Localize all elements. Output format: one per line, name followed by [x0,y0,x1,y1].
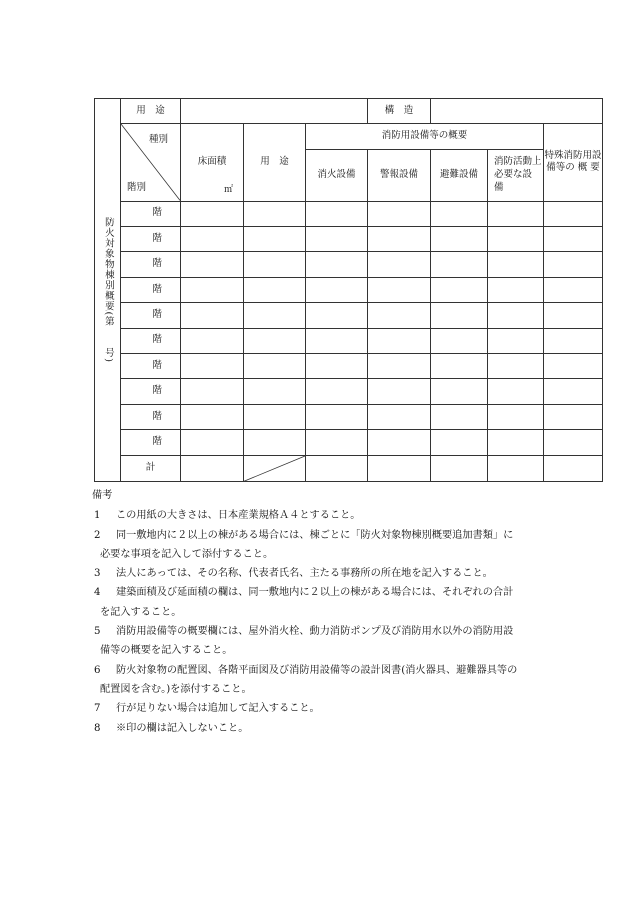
note-continuation [92,680,592,699]
floor-entry-cell[interactable] [181,354,244,379]
floor-entry-cell[interactable] [368,201,431,226]
floor-entry-cell[interactable] [431,303,488,328]
note-number: 8 [94,722,101,734]
kouzou-value-field[interactable] [431,99,603,124]
floor-entry-cell[interactable] [431,328,488,353]
floor-area-unit: ㎡ [223,185,233,196]
floor-entry-cell[interactable] [488,252,544,277]
floor-label: 階 [121,379,181,404]
floor-entry-cell[interactable] [544,226,603,251]
note-item [92,506,592,525]
floor-entry-cell[interactable] [368,328,431,353]
usage-col-header: 用 途 [244,124,306,201]
total-entry-cell[interactable] [488,455,544,481]
note-text: この用紙の大きさは、日本産業規格Ａ４とすること。 [116,510,361,522]
fire-equipment-overview-header: 消防用設備等の概要 [306,124,544,150]
shubetsu-label: 種別 [148,134,168,146]
floor-row [95,354,603,379]
floor-entry-cell[interactable] [544,303,603,328]
floor-entry-cell[interactable] [368,404,431,429]
floor-entry-cell[interactable] [544,277,603,302]
floor-entry-cell[interactable] [488,303,544,328]
floor-entry-cell[interactable] [431,277,488,302]
floor-entry-cell[interactable] [431,226,488,251]
floor-entry-cell[interactable] [306,277,368,302]
floor-row [95,201,603,226]
floor-entry-cell[interactable] [244,201,306,226]
floor-area-label: 床面積 [197,155,227,167]
note-item [92,699,592,718]
floor-entry-cell[interactable] [368,379,431,404]
floor-entry-cell[interactable] [306,354,368,379]
floor-row [95,328,603,353]
floor-entry-cell[interactable] [431,404,488,429]
note-text: 建築面積及び延面積の欄は、同一敷地内に２以上の棟がある場合には、それぞれの合計 [116,587,514,599]
floor-entry-cell[interactable] [306,303,368,328]
floor-entry-cell[interactable] [488,226,544,251]
floor-entry-cell[interactable] [368,303,431,328]
floor-entry-cell[interactable] [431,430,488,455]
floor-entry-cell[interactable] [544,328,603,353]
special-equipment-header: 特殊消防用設備等の 概 要 [544,124,603,201]
floor-entry-cell[interactable] [181,303,244,328]
total-entry-cell[interactable] [368,455,431,481]
note-text: 防火対象物の配置図、各階平面図及び消防用設備等の設計図書(消火器具、避難器具等の [116,664,518,676]
floor-entry-cell[interactable] [488,404,544,429]
floor-entry-cell[interactable] [306,430,368,455]
floor-entry-cell[interactable] [244,404,306,429]
note-text: 同一敷地内に２以上の棟がある場合には、棟ごとに「防火対象物棟別概要追加書類」に [116,529,514,541]
floor-row [95,252,603,277]
floor-entry-cell[interactable] [488,328,544,353]
floor-entry-cell[interactable] [181,277,244,302]
floor-entry-cell[interactable] [181,226,244,251]
total-row [95,455,603,481]
notes-title: 備考 [92,490,113,501]
floor-entry-cell[interactable] [431,201,488,226]
note-text: 行が足りない場合は追加して記入すること。 [116,703,320,715]
notes-section [92,486,592,738]
note-continuation [92,603,592,622]
kaibetsu-label: 階別 [127,181,147,193]
floor-entry-cell[interactable] [306,226,368,251]
floor-entry-cell[interactable] [544,404,603,429]
floor-entry-cell[interactable] [368,354,431,379]
shubetsu-kaibetsu-header [121,124,181,201]
floor-row [95,430,603,455]
floor-entry-cell[interactable] [431,354,488,379]
total-entry-cell[interactable] [431,455,488,481]
floor-row [95,404,603,429]
floor-entry-cell[interactable] [431,252,488,277]
alarm-equipment-header: 警報設備 [368,150,431,201]
floor-entry-cell[interactable] [181,201,244,226]
note-item [92,661,592,680]
note-number: 3 [94,568,101,580]
floor-row [95,277,603,302]
floor-entry-cell[interactable] [368,252,431,277]
floor-entry-cell[interactable] [181,404,244,429]
floor-entry-cell[interactable] [488,201,544,226]
floor-row [95,379,603,404]
extinguishing-equipment-header: 消火設備 [306,150,368,201]
floor-entry-cell[interactable] [306,379,368,404]
floor-label: 階 [121,277,181,302]
floor-entry-cell[interactable] [244,277,306,302]
note-text: 法人にあっては、その名称、代表者氏名、主たる事務所の所在地を記入すること。 [116,568,493,580]
note-text: 消防用設備等の概要欄には、屋外消火栓、動力消防ポンプ及び消防用水以外の消防用設 [116,626,514,638]
floor-entry-cell[interactable] [488,277,544,302]
note-continuation [92,545,592,564]
total-label: 計 [121,455,181,481]
floor-entry-cell[interactable] [368,226,431,251]
youto-label: 用 途 [121,99,181,124]
floor-entry-cell[interactable] [244,379,306,404]
note-text: を記入すること。 [100,606,182,618]
floor-entry-cell[interactable] [368,430,431,455]
note-item [92,583,592,602]
floor-entry-cell[interactable] [488,354,544,379]
floor-row [95,303,603,328]
total-usage-cell-crossed [244,455,306,481]
floor-entry-cell[interactable] [544,252,603,277]
floor-label: 階 [121,226,181,251]
evacuation-equipment-header: 避難設備 [431,150,488,201]
floor-entry-cell[interactable] [244,252,306,277]
floor-entry-cell[interactable] [544,201,603,226]
floor-entry-cell[interactable] [368,277,431,302]
note-number: 4 [94,587,101,599]
note-text: 配置図を含む。)を添付すること。 [100,683,252,695]
floor-entry-cell[interactable] [488,379,544,404]
note-text: 必要な事項を記入して添付すること。 [100,548,274,560]
total-entry-cell[interactable] [544,455,603,481]
floor-entry-cell[interactable] [544,430,603,455]
floor-entry-cell[interactable] [306,201,368,226]
note-item [92,719,592,738]
note-number: 1 [94,510,101,522]
note-text: 備等の概要を記入すること。 [100,645,233,657]
floor-entry-cell[interactable] [244,303,306,328]
note-number: 2 [94,529,101,541]
note-item [92,564,592,583]
floor-label: 階 [121,252,181,277]
note-number: 7 [94,703,101,715]
floor-entry-cell[interactable] [306,252,368,277]
note-number: 6 [94,664,101,676]
firefighting-equipment-header: 消防活動上必要な設 備 [488,150,544,201]
floor-entry-cell[interactable] [244,430,306,455]
note-item [92,622,592,641]
diagonal-line [244,456,305,481]
floor-row [95,226,603,251]
floor-entry-cell[interactable] [244,226,306,251]
note-text: ※印の欄は記入しないこと。 [116,722,249,734]
floor-label: 階 [121,201,181,226]
total-floor-area-cell[interactable] [181,455,244,481]
floor-label: 階 [121,328,181,353]
floor-entry-cell[interactable] [431,379,488,404]
floor-label: 階 [121,404,181,429]
floor-entry-cell[interactable] [181,430,244,455]
floor-entry-cell[interactable] [544,354,603,379]
floor-entry-cell[interactable] [181,328,244,353]
form-side-title: 防火対象物棟別概要(第 号) [95,99,121,482]
floor-entry-cell[interactable] [544,379,603,404]
floor-entry-cell[interactable] [181,379,244,404]
floor-label: 階 [121,354,181,379]
floor-label: 階 [121,303,181,328]
building-overview-form [94,98,603,482]
floor-area-header [181,124,244,201]
note-continuation [92,641,592,660]
floor-entry-cell[interactable] [244,354,306,379]
youto-value-field[interactable] [181,99,368,124]
floor-entry-cell[interactable] [306,404,368,429]
notes-list [92,506,592,738]
note-number: 5 [94,626,101,638]
floor-entry-cell[interactable] [244,328,306,353]
floor-label: 階 [121,430,181,455]
total-entry-cell[interactable] [306,455,368,481]
kouzou-label: 構 造 [368,99,431,124]
floor-entry-cell[interactable] [488,430,544,455]
note-item [92,526,592,545]
floor-entry-cell[interactable] [181,252,244,277]
floor-entry-cell[interactable] [306,328,368,353]
